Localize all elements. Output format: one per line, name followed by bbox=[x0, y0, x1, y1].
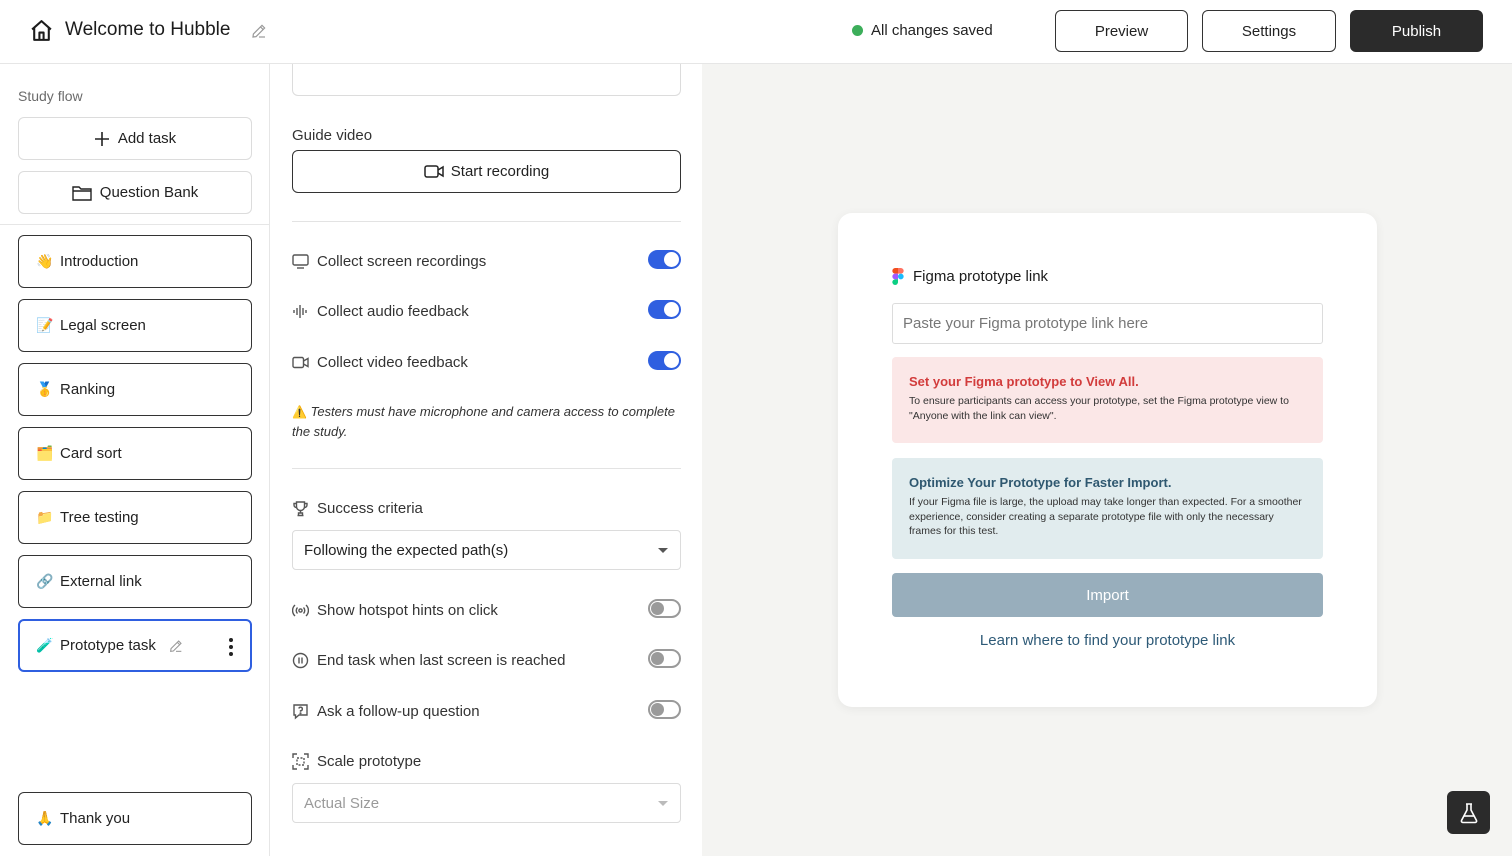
collect-screen-label: Collect screen recordings bbox=[317, 252, 487, 270]
end-task-row bbox=[292, 648, 681, 672]
task-label: External link bbox=[60, 573, 142, 590]
save-status-text: All changes saved bbox=[871, 22, 993, 39]
figma-logo-icon bbox=[892, 268, 904, 285]
add-task-button[interactable] bbox=[18, 117, 252, 160]
task-introduction[interactable] bbox=[18, 235, 252, 288]
medal-icon: 🥇 bbox=[36, 381, 54, 398]
alert-title: Optimize Your Prototype for Faster Import. bbox=[909, 475, 1172, 490]
permission-warning bbox=[292, 402, 681, 441]
hotspot-hints-label: Show hotspot hints on click bbox=[317, 601, 498, 619]
scale-prototype-label: Scale prototype bbox=[317, 752, 422, 770]
toggle-knob bbox=[664, 353, 679, 368]
warning-text: Testers must have microphone and camera access to complete the study. bbox=[292, 404, 675, 439]
question-bubble-icon bbox=[292, 703, 309, 720]
home-icon[interactable] bbox=[29, 18, 54, 43]
collect-video-label: Collect video feedback bbox=[317, 353, 468, 371]
preview-button[interactable]: Preview bbox=[1055, 10, 1188, 52]
collect-audio-row bbox=[292, 299, 681, 323]
task-label: Introduction bbox=[60, 253, 139, 270]
figma-label-text: Figma prototype link bbox=[913, 268, 1049, 285]
collect-screen-toggle[interactable] bbox=[648, 250, 681, 269]
task-legal-screen[interactable] bbox=[18, 299, 252, 352]
edit-title-icon[interactable] bbox=[250, 22, 268, 40]
monitor-icon bbox=[292, 253, 309, 270]
task-ranking[interactable] bbox=[18, 363, 252, 416]
section-divider bbox=[292, 221, 681, 222]
test-tube-icon: 🧪 bbox=[36, 637, 54, 654]
scale-prototype-row bbox=[292, 749, 681, 773]
success-criteria-value: Following the expected path(s) bbox=[304, 541, 509, 559]
collect-audio-toggle[interactable] bbox=[648, 300, 681, 319]
alert-body: If your Figma file is large, the upload may take longer than expected. For a smoother experience, consider creating a separate prototype file with only the necessary frames for this test. bbox=[909, 496, 1302, 537]
toggle-knob bbox=[651, 602, 664, 615]
edit-task-icon[interactable] bbox=[168, 638, 184, 654]
study-title: Welcome to Hubble bbox=[65, 19, 231, 40]
task-label: Card sort bbox=[60, 445, 122, 462]
task-card-sort[interactable] bbox=[18, 427, 252, 480]
alert-body: To ensure participants can access your prototype, set the Figma prototype view to "Anyone with the link can view". bbox=[909, 395, 1289, 422]
view-all-alert bbox=[892, 357, 1323, 443]
folded-hands-icon: 🙏 bbox=[36, 810, 54, 827]
chevron-down-icon bbox=[658, 801, 668, 806]
figma-link-input[interactable]: Paste your Figma prototype link here bbox=[892, 303, 1323, 344]
follow-up-toggle[interactable] bbox=[648, 700, 681, 719]
card-index-icon: 🗂️ bbox=[36, 445, 54, 462]
section-divider bbox=[292, 468, 681, 469]
start-recording-button[interactable] bbox=[292, 150, 681, 193]
alert-title: Set your Figma prototype to View All. bbox=[909, 374, 1139, 389]
task-label: Thank you bbox=[60, 810, 131, 827]
study-flow-sidebar bbox=[0, 64, 270, 856]
hotspot-hints-toggle[interactable] bbox=[648, 599, 681, 618]
audio-waveform-icon bbox=[292, 303, 309, 320]
task-tree-testing[interactable] bbox=[18, 491, 252, 544]
wave-icon: 👋 bbox=[36, 253, 54, 270]
success-criteria-label: Success criteria bbox=[317, 499, 423, 517]
collect-video-row bbox=[292, 350, 681, 374]
task-thank-you[interactable] bbox=[18, 792, 252, 845]
task-external-link[interactable] bbox=[18, 555, 252, 608]
task-settings-panel bbox=[271, 64, 702, 856]
preview-area bbox=[702, 64, 1512, 856]
plus-icon bbox=[94, 131, 110, 147]
saved-dot-icon bbox=[852, 25, 863, 36]
collect-screen-row bbox=[292, 249, 681, 273]
publish-button[interactable]: Publish bbox=[1350, 10, 1483, 52]
task-label: Ranking bbox=[60, 381, 116, 398]
task-label: Tree testing bbox=[60, 509, 139, 526]
settings-button[interactable]: Settings bbox=[1202, 10, 1336, 52]
video-icon bbox=[292, 354, 309, 371]
follow-up-row bbox=[292, 699, 681, 723]
collect-video-toggle[interactable] bbox=[648, 351, 681, 370]
success-criteria-row bbox=[292, 496, 681, 520]
toggle-knob bbox=[651, 652, 664, 665]
video-camera-icon bbox=[424, 164, 444, 179]
more-options-icon[interactable] bbox=[228, 637, 234, 657]
scale-prototype-select[interactable] bbox=[292, 783, 681, 823]
follow-up-label: Ask a follow-up question bbox=[317, 702, 480, 720]
lab-flask-button[interactable] bbox=[1447, 791, 1490, 834]
chevron-down-icon bbox=[658, 548, 668, 553]
learn-prototype-link[interactable]: Learn where to find your prototype link bbox=[979, 632, 1236, 649]
memo-icon: 📝 bbox=[36, 317, 54, 334]
toggle-knob bbox=[664, 302, 679, 317]
end-task-label: End task when last screen is reached bbox=[317, 651, 566, 669]
toggle-knob bbox=[651, 703, 664, 716]
success-criteria-select[interactable] bbox=[292, 530, 681, 570]
end-task-toggle[interactable] bbox=[648, 649, 681, 668]
task-text-field[interactable] bbox=[292, 64, 681, 96]
hotspot-hints-row bbox=[292, 598, 681, 622]
scale-prototype-value: Actual Size bbox=[304, 794, 380, 812]
task-prototype-task[interactable] bbox=[18, 619, 252, 672]
optimize-alert bbox=[892, 458, 1323, 559]
question-bank-button[interactable] bbox=[18, 171, 252, 214]
task-label: Legal screen bbox=[60, 317, 146, 334]
collect-audio-label: Collect audio feedback bbox=[317, 302, 469, 320]
save-status bbox=[852, 22, 993, 39]
question-bank-label: Question Bank bbox=[99, 184, 199, 201]
broadcast-icon bbox=[292, 602, 309, 619]
study-flow-label: Study flow bbox=[18, 88, 83, 104]
pause-circle-icon bbox=[292, 652, 309, 669]
folder-emoji-icon: 📁 bbox=[36, 509, 54, 526]
add-task-label: Add task bbox=[117, 130, 177, 147]
figma-label-row bbox=[892, 268, 1048, 285]
guide-video-label: Guide video bbox=[292, 127, 373, 144]
flask-icon bbox=[1459, 802, 1479, 824]
folder-icon bbox=[72, 185, 92, 201]
trophy-icon bbox=[292, 500, 309, 517]
task-label: Prototype task bbox=[60, 637, 156, 654]
figma-import-card bbox=[838, 213, 1377, 707]
top-header bbox=[0, 0, 1512, 64]
start-recording-label: Start recording bbox=[450, 163, 550, 180]
link-icon: 🔗 bbox=[36, 573, 54, 590]
import-button[interactable]: Import bbox=[892, 573, 1323, 617]
sidebar-divider bbox=[0, 224, 270, 225]
toggle-knob bbox=[664, 252, 679, 267]
scale-frame-icon bbox=[292, 753, 309, 770]
warning-icon: ⚠️ bbox=[292, 405, 307, 419]
